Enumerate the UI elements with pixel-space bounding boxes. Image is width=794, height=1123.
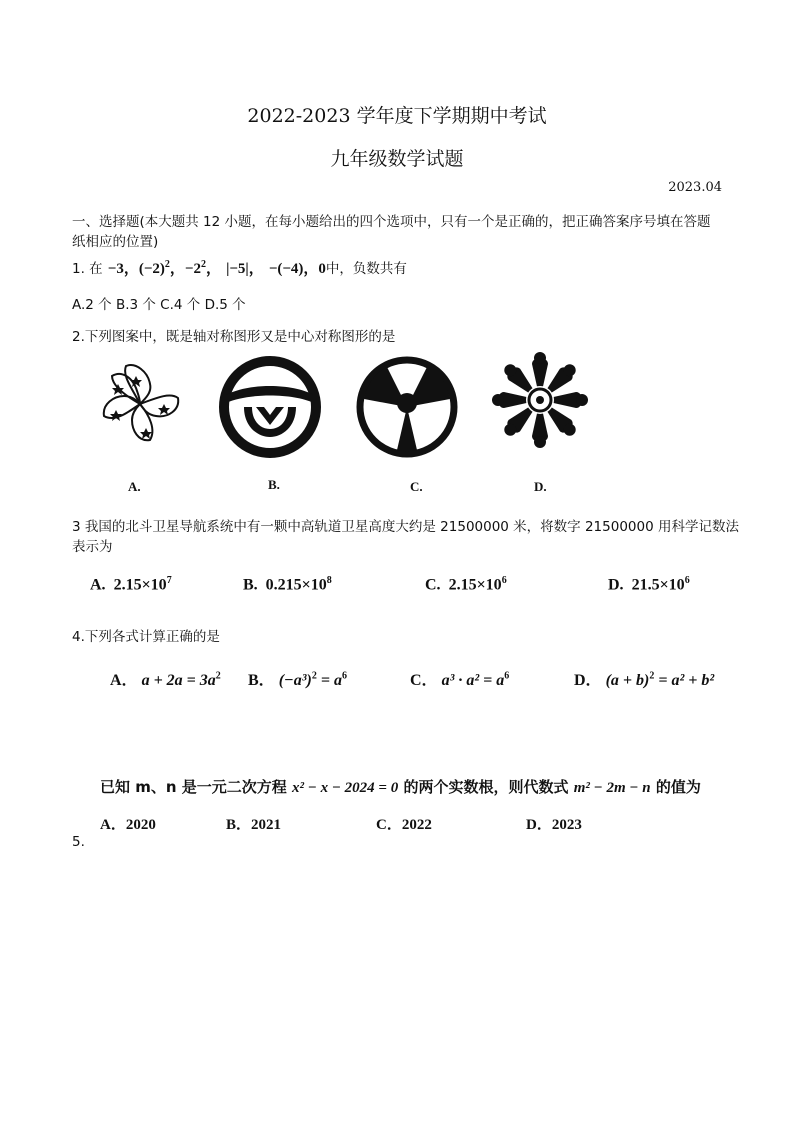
- figure-c-tri-sector-icon: [355, 355, 459, 459]
- exam-subtitle: 九年级数学试题: [330, 148, 464, 170]
- q3-option-d: D. $21.5\times 10^6$: [608, 575, 690, 594]
- q4-option-a: A． $a + 2a = 3a^2$: [110, 670, 221, 689]
- question-3-stem-line1: 3 我国的北斗卫星导航系统中有一颗中高轨道卫星高度大约是 21500000 米，将数字 21500000 用科学记数法: [72, 519, 739, 535]
- question-1-options: A.2 个 B.3 个 C.4 个 D.5 个: [72, 297, 246, 313]
- q1-prefix: 1. 在: [72, 261, 103, 277]
- figure-b-emblem-icon: [218, 355, 322, 459]
- question-4-stem: 4.下列各式计算正确的是: [72, 629, 220, 645]
- q1-expr4: |−5|，: [226, 261, 264, 277]
- q3-option-b: B. $0.215\times 10^8$: [243, 575, 332, 594]
- figure-label-c: C.: [410, 479, 423, 494]
- question-5-number: 5.: [72, 834, 85, 850]
- section-heading-line2: 纸相应的位置): [72, 234, 159, 250]
- q3-option-c: C. $2.15\times 10^6$: [425, 575, 507, 594]
- figure-label-b: B.: [268, 477, 280, 492]
- q5-option-b: B．2021: [226, 817, 282, 833]
- figure-d-flower-icon: [490, 350, 590, 450]
- figure-label-d: D.: [534, 479, 547, 494]
- q4-option-d: D． $(a + b)^2 = a^2 + b^2$: [574, 670, 715, 689]
- q5-option-c: C．2022: [376, 817, 432, 833]
- question-3-stem-line2: 表示为: [72, 539, 113, 555]
- exam-title: 2022-2023 学年度下学期期中考试: [247, 105, 547, 127]
- q4-option-b: B． $(-a^3)^2 = a^6$: [248, 670, 347, 689]
- q3-option-a: A. $2.15\times 10^7$: [90, 575, 172, 594]
- q1-suffix: 中，负数共有: [325, 261, 407, 277]
- exam-date: 2023.04: [668, 180, 722, 195]
- q1-expr3: $-2^2$，: [184, 259, 221, 277]
- q1-expr5: −(−4)，0: [268, 261, 326, 277]
- figure-a-bauhinia-icon: [92, 358, 188, 450]
- q5-option-d: D．2023: [526, 817, 582, 833]
- figure-label-a: A.: [128, 479, 141, 494]
- q4-option-c: C． $a^3 \cdot a^2 = a^6$: [410, 670, 510, 689]
- question-2-stem: 2.下列图案中，既是轴对称图形又是中心对称图形的是: [72, 329, 396, 345]
- question-5-stem: 已知 m、n 是一元二次方程 x² − x − 2024 = 0 的两个实数根，则代数式 m² − 2m − n 的值为: [100, 778, 701, 796]
- question-1-stem: [72, 257, 407, 278]
- q1-expr2: $(-2)^2$，: [138, 259, 185, 277]
- q5-option-a: A．2020: [100, 817, 156, 833]
- q1-expr1: −3，: [107, 261, 139, 277]
- section-heading-line1: 一、选择题(本大题共 12 小题，在每小题给出的四个选项中，只有一个是正确的，把正确答案序号填在答题: [72, 214, 711, 230]
